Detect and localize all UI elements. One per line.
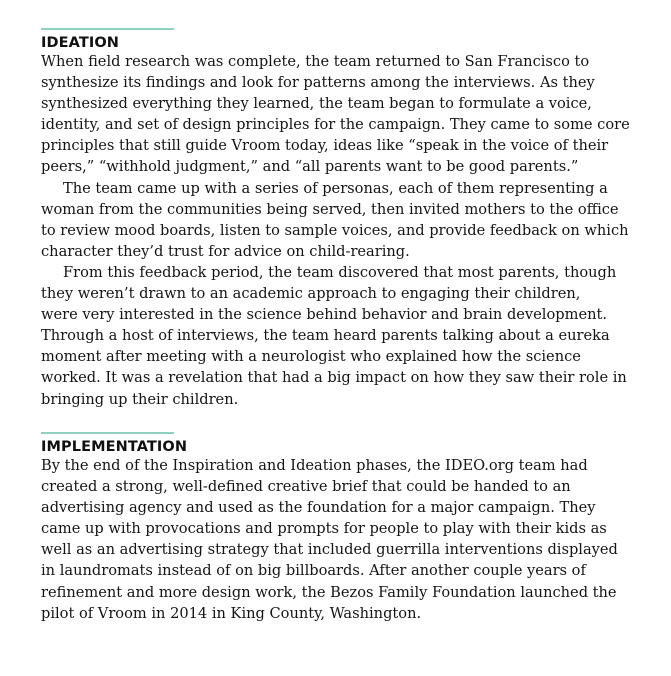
- body-line: came up with provocations and prompts for people to play with their kids as: [41, 520, 607, 538]
- section-heading: IDEATION: [41, 35, 119, 51]
- section-rule: [41, 432, 174, 434]
- body-line: When field research was complete, the team returned to San Francisco to: [41, 53, 590, 70]
- body-line: By the end of the Inspiration and Ideation phases, the IDEO.org team had: [41, 457, 588, 474]
- body-line: created a strong, well-defined creative brief that could be handed to an: [41, 478, 571, 496]
- body-line: From this feedback period, the team discovered that most parents, though: [63, 263, 617, 281]
- body-line: synthesize its findings and look for patterns among the interviews. As they: [41, 74, 595, 92]
- body-line: pilot of Vroom in 2014 in King County, Washington.: [41, 604, 422, 622]
- body-line: well as an advertising strategy that included guerrilla interventions displayed: [41, 541, 618, 559]
- body-line: were very interested in the science behind behavior and brain development.: [41, 306, 607, 324]
- section-heading: IMPLEMENTATION: [41, 439, 188, 455]
- body-line: synthesized everything they learned, the team began to formulate a voice,: [41, 95, 592, 113]
- body-line: refinement and more design work, the Bezos Family Foundation launched the: [41, 583, 617, 601]
- ideation-section: [41, 28, 631, 410]
- body-line: principles that still guide Vroom today, ideas like “speak in the voice of their: [41, 137, 609, 155]
- body-line: in laundromats instead of on big billboards. After another couple years of: [41, 562, 586, 580]
- body-line: character they’d trust for advice on child-rearing.: [41, 242, 410, 260]
- implementation-section: [41, 432, 631, 624]
- body-line: worked. It was a revelation that had a big impact on how they saw their role in: [41, 369, 627, 387]
- body-line: peers,” “withhold judgment,” and “all parents want to be good parents.”: [41, 158, 579, 176]
- section-rule: [41, 28, 174, 30]
- section-body: [41, 51, 631, 410]
- body-line: bringing up their children.: [41, 390, 239, 408]
- body-line: woman from the communities being served, then invited mothers to the office: [41, 200, 619, 218]
- body-line: they weren’t drawn to an academic approach to engaging their children,: [41, 285, 581, 303]
- body-line: moment after meeting with a neurologist who explained how the science: [41, 348, 581, 366]
- body-line: Through a host of interviews, the team heard parents talking about a eureka: [41, 327, 610, 345]
- body-line: The team came up with a series of personas, each of them representing a: [63, 179, 608, 197]
- section-body: [41, 455, 631, 624]
- body-line: identity, and set of design principles for the campaign. They came to some core: [41, 116, 630, 134]
- body-line: to review mood boards, listen to sample voices, and provide feedback on which: [41, 221, 629, 239]
- body-line: advertising agency and used as the foundation for a major campaign. They: [41, 499, 596, 517]
